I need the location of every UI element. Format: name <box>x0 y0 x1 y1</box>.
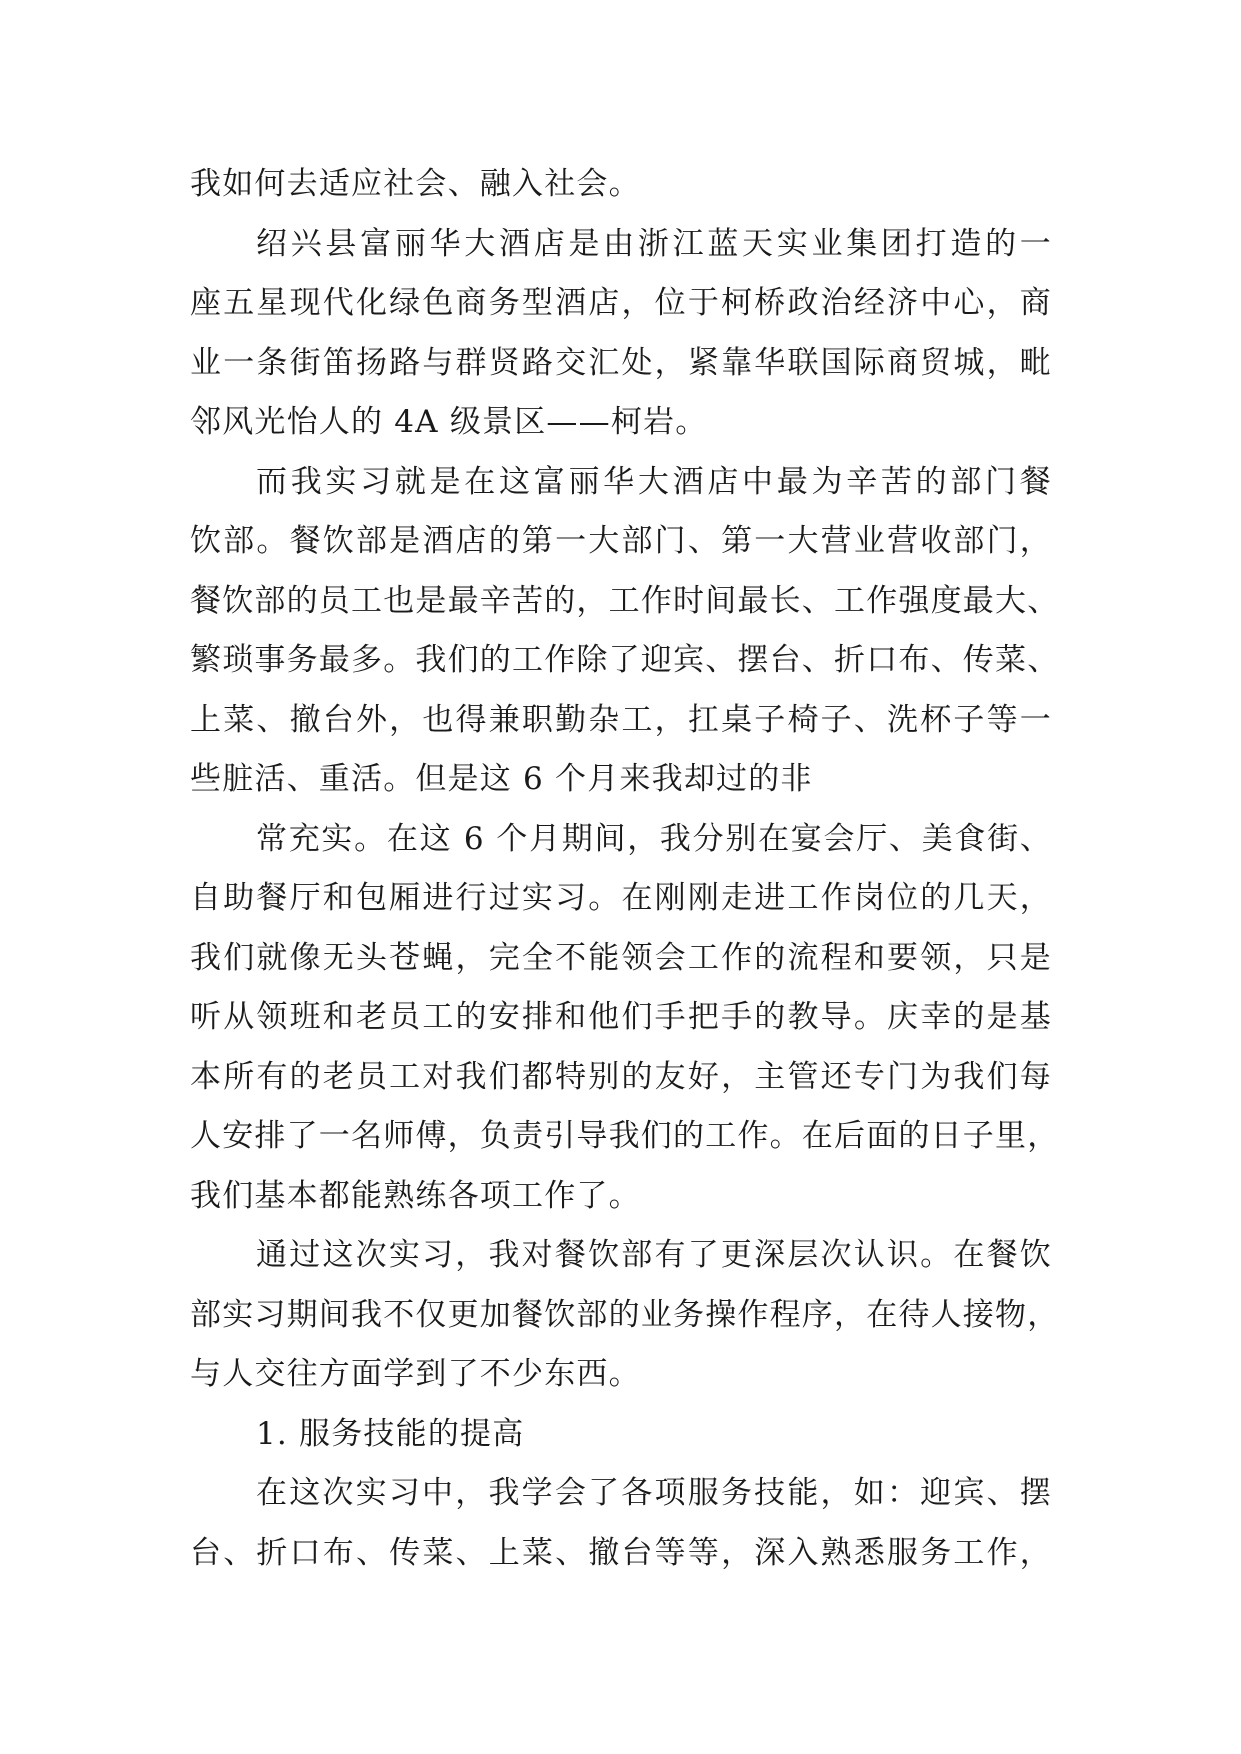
text-line: 我们就像无头苍蝇，完全不能领会工作的流程和要领，只是 <box>190 939 1052 976</box>
text-line: 些脏活、重活。但是这 6 个月来我却过的非 <box>190 761 813 797</box>
text-line: 在这次实习中，我学会了各项服务技能，如：迎宾、摆 <box>256 1475 1052 1511</box>
text-line: 繁琐事务最多。我们的工作除了迎宾、摆台、折口布、传菜、 <box>190 642 1060 678</box>
document-body <box>190 155 1060 1583</box>
text-line: 上菜、撤台外，也得兼职勤杂工，扛桌子椅子、洗杯子等一 <box>190 701 1052 738</box>
text-line: 业一条街笛扬路与群贤路交汇处，紧靠华联国际商贸城，毗 <box>190 344 1052 381</box>
section-heading: 1. 服务技能的提高 <box>256 1415 525 1452</box>
text-line: 通过这次实习，我对餐饮部有了更深层次认识。在餐饮 <box>256 1237 1052 1273</box>
text-line: 餐饮部的员工也是最辛苦的，工作时间最长、工作强度最大、 <box>190 582 1060 619</box>
text-line: 我如何去适应社会、融入社会。 <box>190 166 641 202</box>
text-line: 邻风光怡人的 4A 级景区——柯岩。 <box>190 404 708 440</box>
text-line: 台、折口布、传菜、上菜、撤台等等，深入熟悉服务工作， <box>190 1534 1052 1571</box>
text-line: 本所有的老员工对我们都特别的友好，主管还专门为我们每 <box>190 1058 1052 1095</box>
text-line: 饮部。餐饮部是酒店的第一大部门、第一大营业营收部门， <box>190 523 1052 559</box>
text-line: 常充实。在这 6 个月期间，我分别在宴会厅、美食街、 <box>256 820 1052 857</box>
text-line: 而我实习就是在这富丽华大酒店中最为辛苦的部门餐 <box>256 463 1052 500</box>
text-line: 部实习期间我不仅更加餐饮部的业务操作程序，在待人接物， <box>190 1296 1060 1333</box>
text-line: 与人交往方面学到了不少东西。 <box>190 1356 641 1392</box>
text-line: 绍兴县富丽华大酒店是由浙江蓝天实业集团打造的一 <box>256 225 1052 262</box>
text-line: 座五星现代化绿色商务型酒店，位于柯桥政治经济中心，商 <box>190 285 1052 321</box>
text-line: 听从领班和老员工的安排和他们手把手的教导。庆幸的是基 <box>190 999 1052 1035</box>
text-line: 自助餐厅和包厢进行过实习。在刚刚走进工作岗位的几天， <box>190 880 1052 916</box>
text-line: 人安排了一名师傅，负责引导我们的工作。在后面的日子里， <box>190 1118 1060 1154</box>
text-line: 我们基本都能熟练各项工作了。 <box>190 1177 641 1214</box>
